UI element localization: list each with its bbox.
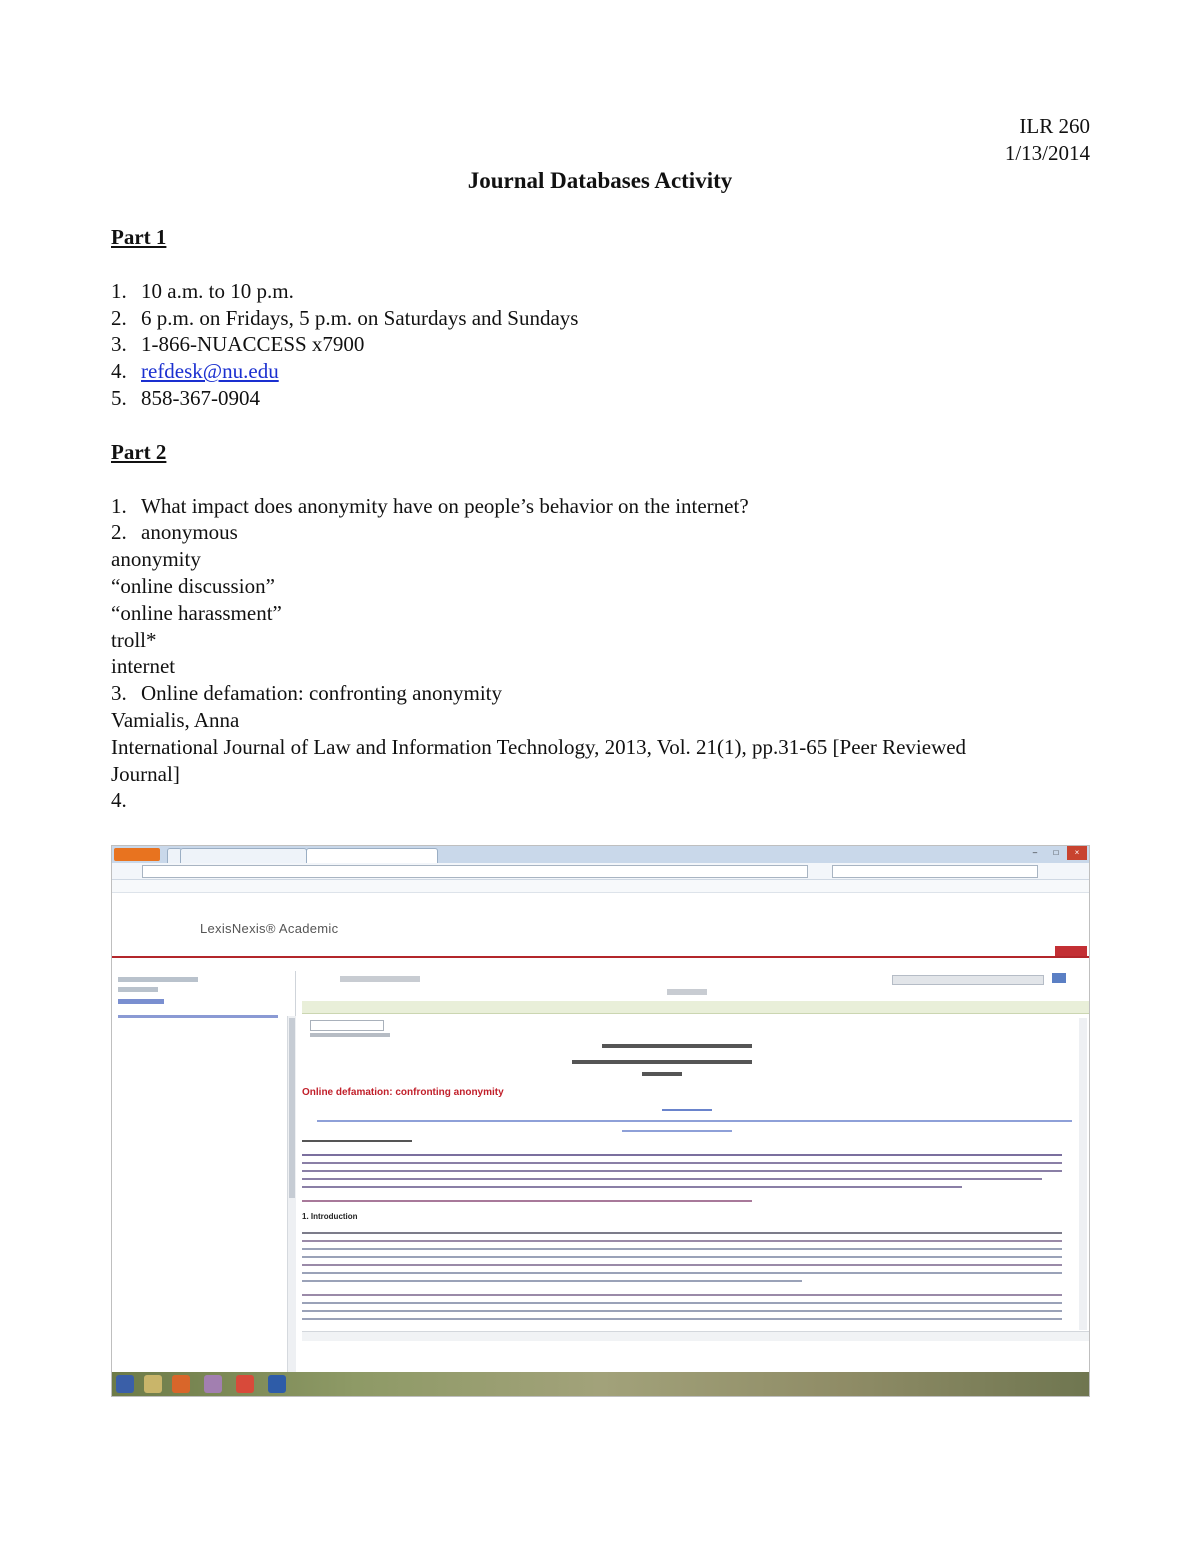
chrome-icon [236, 1375, 254, 1393]
browser-nav-bar [112, 863, 1089, 880]
part1-item-1: 1. 10 a.m. to 10 p.m. [111, 278, 294, 303]
browser-search-box [832, 865, 1038, 878]
results-tree-panel [112, 971, 296, 1386]
part1-item-4: 4. refdesk@nu.edu [111, 359, 279, 384]
search-term: internet [111, 654, 176, 679]
search-term: troll* [111, 627, 157, 652]
address-bar [142, 865, 808, 878]
part1-item-5: 5. 858-367-0904 [111, 385, 260, 410]
firefox-icon [172, 1375, 190, 1393]
article-citation: International Journal of Law and Information Technology, 2013, Vol. 21(1), pp.31-65 [Peer Reviewed [111, 734, 967, 759]
minimize-icon: – [1032, 848, 1038, 857]
part2-heading: Part 2 [111, 439, 167, 464]
article-title: Online defamation: confronting anonymity [302, 1087, 504, 1098]
search-term: “online harassment” [111, 600, 282, 625]
lexisnexis-logo: LexisNexis® Academic [200, 921, 339, 936]
close-icon: × [1067, 846, 1087, 860]
document-body [111, 224, 1091, 814]
article-author: Vamialis, Anna [111, 707, 240, 732]
document-view [302, 1016, 1082, 1331]
app-icon [204, 1375, 222, 1393]
part2-question-3: 3. Online defamation: confronting anonymity [111, 681, 502, 706]
explorer-icon [144, 1375, 162, 1393]
part1-item-3: 3. 1-866-NUACCESS x7900 [111, 332, 365, 357]
document-date: 1/13/2014 [1004, 141, 1090, 165]
document-status-bar [302, 1331, 1089, 1341]
browser-tab [180, 848, 307, 863]
browser-tab-active [306, 848, 438, 863]
search-term: anonymity [111, 547, 201, 572]
document-title: Journal Databases Activity [467, 168, 733, 193]
header-block [1005, 113, 1090, 167]
embedded-screenshot [111, 845, 1090, 1397]
article-citation-cont: Journal] [111, 761, 180, 786]
browser-tab-bar [112, 846, 1089, 863]
word-icon [268, 1375, 286, 1393]
course-code: ILR 260 [1019, 114, 1090, 138]
bookmarks-bar [112, 880, 1090, 893]
part1-heading: Part 1 [111, 225, 167, 249]
part2-question-4: 4. [111, 788, 127, 813]
document-tab-bar [302, 1001, 1089, 1014]
maximize-icon: □ [1053, 848, 1059, 857]
firefox-menu-button [114, 848, 160, 861]
part1-item-2: 2. 6 p.m. on Fridays, 5 p.m. on Saturdays and Sundays [111, 305, 579, 330]
email-link[interactable]: refdesk@nu.edu [141, 359, 279, 384]
document-scrollbar [1079, 1018, 1087, 1330]
part2-question-1: 1. What impact does anonymity have on people’s behavior on the internet? [111, 493, 749, 518]
lexis-header-rule [112, 956, 1089, 958]
start-icon [116, 1375, 134, 1393]
windows-taskbar [112, 1372, 1089, 1396]
related-links-box [967, 1056, 1067, 1096]
section-heading: 1. Introduction [302, 1212, 358, 1221]
sign-out-button [1055, 946, 1087, 956]
part2-question-2: 2. anonymous [111, 520, 238, 545]
search-term: “online discussion” [111, 573, 275, 598]
